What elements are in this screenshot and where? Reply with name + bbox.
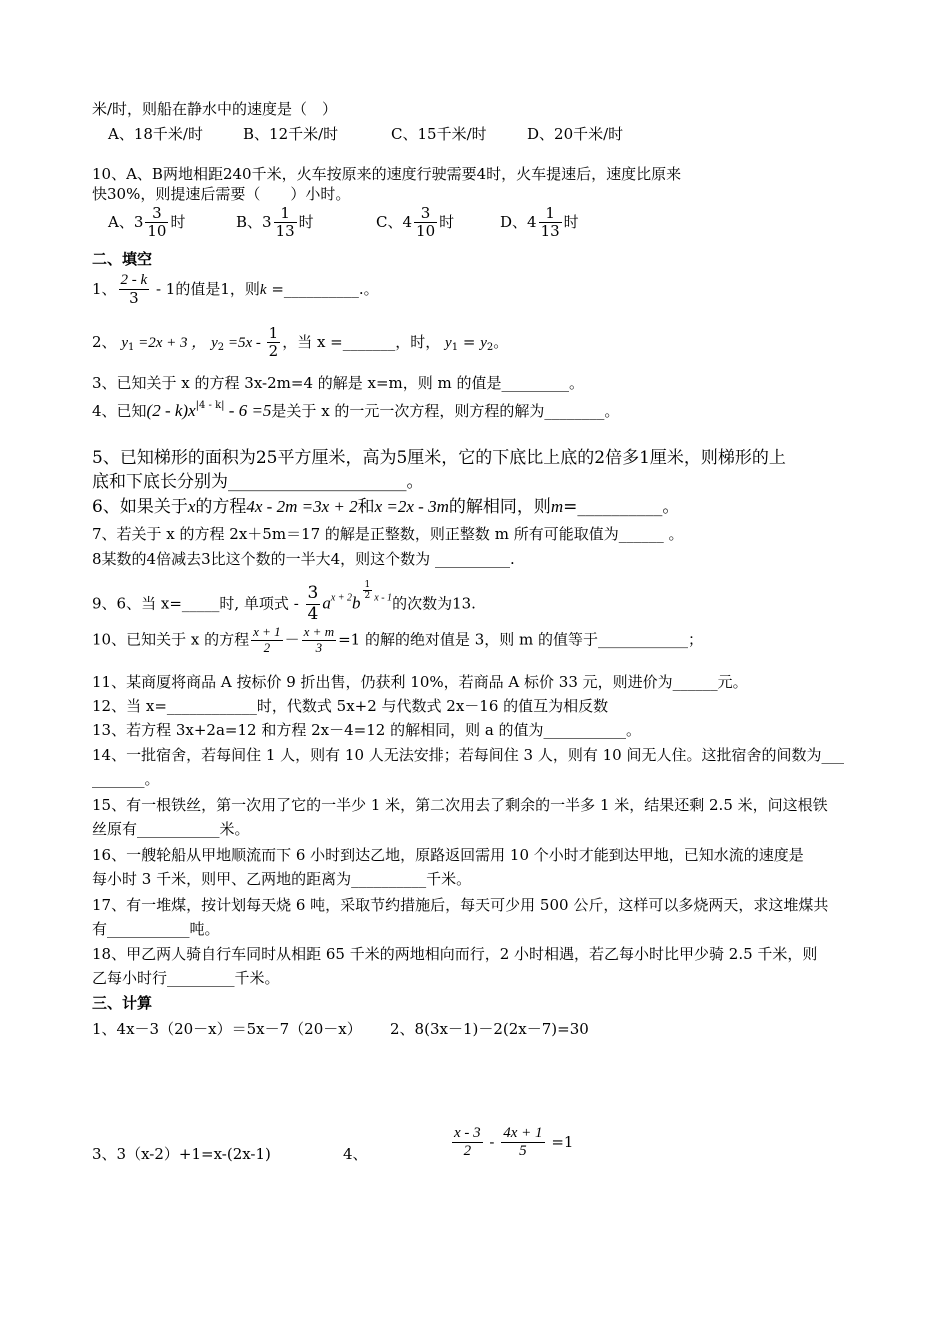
variable: b xyxy=(352,593,361,613)
calc-q4-equation xyxy=(450,1125,573,1161)
q-text: - 1的值是1，则 xyxy=(151,279,260,298)
section-fill-title: 二、填空 xyxy=(92,250,153,268)
variable: m xyxy=(550,497,564,516)
answer-blank[interactable]: 是关于 x 的一元一次方程，则方程的解为________。 xyxy=(271,402,620,420)
fraction xyxy=(452,1125,483,1161)
q10-line1: 10、A、B两地相距240千米，火车按原来的速度行驶需要4时，火车提速后，速度比原来 xyxy=(92,165,682,183)
fill-q12: 12、当 x=____________时，代数式 5x+2 与代数式 2x－16 的值互为相反数 xyxy=(92,697,609,715)
numerator: 1 xyxy=(539,205,562,223)
expression: - 6 =5 xyxy=(224,401,272,420)
fraction xyxy=(119,272,150,308)
fill-q8: 8某数的4倍减去3比这个数的一半大4，则这个数为 __________. xyxy=(92,550,515,568)
fill-q10 xyxy=(92,625,703,656)
fill-q16-line2[interactable]: 每小时 3 千米，则甲、乙两地的距离为__________千米。 xyxy=(92,870,472,888)
variable: x xyxy=(187,497,196,516)
fill-q1 xyxy=(92,272,379,308)
q9-option-b[interactable]: B、12千米/时 xyxy=(243,125,339,143)
q-number: 1、 xyxy=(92,279,117,298)
numerator: 2 - k xyxy=(119,272,150,290)
answer-blank[interactable]: =1 的解的绝对值是 3，则 m 的值等于____________； xyxy=(338,630,704,649)
equation: 4x - 2m =3x + 2 xyxy=(246,497,358,516)
q9-option-d[interactable]: D、20千米/时 xyxy=(527,125,624,143)
calc-q4-label: 4、 xyxy=(343,1145,368,1163)
option-unit: 时 xyxy=(563,212,579,231)
fraction xyxy=(145,205,168,241)
variable: y xyxy=(121,334,128,351)
answer-blank[interactable]: ，当 x =_______，时， xyxy=(282,332,441,351)
calc-q2: 2、8(3x－1)－2(2x－7)=30 xyxy=(390,1020,589,1038)
answer-blank[interactable]: =__________。 xyxy=(563,497,680,517)
q-text: 。 xyxy=(493,332,509,351)
fraction xyxy=(267,325,281,361)
equals: = xyxy=(458,332,481,351)
q-number: 2、 xyxy=(92,332,117,351)
q10-option-a[interactable] xyxy=(108,205,236,241)
q-text: 的次数为13. xyxy=(392,594,476,613)
fill-q5-line2[interactable]: 底和下底长分别为_____________________。 xyxy=(92,472,424,492)
q-text: 4、已知 xyxy=(92,402,147,420)
answer-blank[interactable]: =__________.。 xyxy=(266,279,379,298)
fraction xyxy=(274,205,297,241)
fill-q18-line2[interactable]: 乙每小时行_________千米。 xyxy=(92,969,280,987)
section-calc-title: 三、计算 xyxy=(92,994,153,1012)
fill-q7: 7、若关于 x 的方程 2x＋5m＝17 的解是正整数，则正整数 m 所有可能取值为______ 。 xyxy=(92,525,684,543)
denominator: 3 xyxy=(315,639,323,655)
fill-q17-line1: 17、有一堆煤，按计划每天烧 6 吨，采取节约措施后，每天可少用 500 公斤，这样可以多烧两天，求这堆煤共 xyxy=(92,896,829,914)
fill-q15-line1: 15、有一根铁丝，第一次用了它的一半少 1 米，第二次用去了剩余的一半多 1 米，结果还剩 2.5 米，问这根铁 xyxy=(92,796,828,814)
superscript: x - 1 xyxy=(374,592,393,604)
fraction xyxy=(306,584,321,624)
denominator: 5 xyxy=(519,1143,527,1160)
subscript: 2 xyxy=(486,341,494,353)
q-text: 10、已知关于 x 的方程 xyxy=(92,630,250,649)
numerator: 3 xyxy=(145,205,168,223)
numerator: 4x + 1 xyxy=(501,1125,544,1143)
variable: y xyxy=(480,334,487,351)
numerator: x - 3 xyxy=(452,1125,483,1143)
option-unit: 时 xyxy=(170,212,186,231)
calc-q3: 3、3（x-2）+1=x-(2x-1) xyxy=(92,1145,271,1163)
q-text: 6、如果关于 xyxy=(92,497,188,517)
denominator: 2 xyxy=(364,591,371,602)
denominator: 13 xyxy=(275,222,295,241)
denominator: 3 xyxy=(129,289,139,308)
numerator: x + m xyxy=(303,624,335,639)
q9-option-c[interactable]: C、15千米/时 xyxy=(391,125,487,143)
numerator: 3 xyxy=(414,205,437,223)
subscript: 1 xyxy=(451,341,459,353)
denominator: 2 xyxy=(463,1143,472,1160)
denominator: 13 xyxy=(540,222,560,241)
denominator: 2 xyxy=(263,639,271,655)
fill-q18-line1: 18、甲乙两人骑自行车同时从相距 65 千米的两地相向而行，2 小时相遇，若乙每小时比甲少骑 2.5 千米，则 xyxy=(92,945,818,963)
q9-stem: 米/时，则船在静水中的速度是（ ） xyxy=(92,100,338,118)
option-unit: 时 xyxy=(298,212,314,231)
numerator: 3 xyxy=(307,583,319,604)
superscript: |4 - k| xyxy=(195,400,225,411)
calc-q1: 1、4x－3（20－x）＝5x－7（20－x） xyxy=(92,1020,362,1038)
q9-options xyxy=(108,125,623,143)
equals-value: =1 xyxy=(546,1132,574,1151)
fill-q14-line2[interactable]: _______。 xyxy=(92,770,160,788)
fill-q3: 3、已知关于 x 的方程 3x-2m=4 的解是 x=m，则 m 的值是_________。 xyxy=(92,374,585,392)
q10-option-c[interactable] xyxy=(376,205,500,241)
numerator: 1 xyxy=(274,205,297,223)
fill-q16-line1: 16、一艘轮船从甲地顺流而下 6 小时到达乙地，原路返回需用 10 个小时才能到达甲地，已知水流的速度是 xyxy=(92,846,804,864)
denominator: 10 xyxy=(416,222,436,241)
numerator: x + 1 xyxy=(253,624,281,639)
numerator: 1 xyxy=(268,324,279,342)
subscript: 1 xyxy=(128,341,135,353)
numerator: 1 xyxy=(364,580,371,590)
variable: y xyxy=(445,334,452,351)
q-text: 的解相同，则 xyxy=(448,497,551,517)
fill-q9 xyxy=(92,580,476,624)
option-label: D、4 xyxy=(500,212,537,231)
equation: x =2x - 3m xyxy=(374,497,449,516)
denominator: 4 xyxy=(307,603,319,624)
fraction xyxy=(302,625,336,656)
q-text: 和 xyxy=(357,497,375,517)
fill-q15-line2[interactable]: 丝原有___________米。 xyxy=(92,820,250,838)
fill-q5-line1: 5、已知梯形的面积为25平方厘米，高为5厘米，它的下底比上底的2倍多1厘米，则梯形的上 xyxy=(92,448,786,468)
fill-q6 xyxy=(92,497,679,517)
fill-q11: 11、某商厦将商品 A 按标价 9 折出售，仍获利 10%，若商品 A 标价 33 元，则进价为______元。 xyxy=(92,673,748,691)
q10-line2: 快30%，则提速后需要（ ）小时。 xyxy=(92,185,351,203)
q10-option-d[interactable] xyxy=(500,205,579,241)
fill-q17-line2[interactable]: 有___________吨。 xyxy=(92,920,220,938)
minus: － xyxy=(284,630,300,649)
option-label: B、3 xyxy=(236,212,272,231)
fill-q4 xyxy=(92,400,619,421)
variable: a xyxy=(322,593,331,613)
subscript: 2 xyxy=(217,341,225,353)
fill-q14-line1: 14、一批宿舍，若每间住 1 人，则有 10 人无法安排；若每间住 3 人，则有 10 间无人住。这批宿舍的间数为___ xyxy=(92,746,844,764)
expression: =2x + 3 ， xyxy=(134,334,207,351)
expression: (2 - k)x xyxy=(146,401,196,420)
q10-option-b[interactable] xyxy=(236,205,376,241)
denominator: 10 xyxy=(147,222,167,241)
fraction xyxy=(251,625,283,656)
superscript: x + 2 xyxy=(330,592,353,604)
fraction xyxy=(501,1125,544,1161)
q9-option-a[interactable]: A、18千米/时 xyxy=(108,125,203,143)
q10-options xyxy=(108,205,579,241)
option-label: A、3 xyxy=(108,212,144,231)
expression: =5x - xyxy=(224,334,265,351)
superscript-fraction xyxy=(363,580,373,602)
variable: y xyxy=(211,334,218,351)
q-text: 的方程 xyxy=(195,497,247,517)
q-text: 9、6、当 x=_____时, 单项式 - xyxy=(92,594,304,613)
fill-q2 xyxy=(92,325,508,361)
variable: k xyxy=(259,281,267,298)
fraction xyxy=(414,205,437,241)
option-unit: 时 xyxy=(439,212,455,231)
fill-q13: 13、若方程 3x+2a=12 和方程 2x－4=12 的解相同，则 a 的值为___________。 xyxy=(92,721,642,739)
minus: - xyxy=(484,1132,500,1151)
option-label: C、4 xyxy=(376,212,413,231)
denominator: 2 xyxy=(268,342,279,361)
fraction xyxy=(539,205,562,241)
